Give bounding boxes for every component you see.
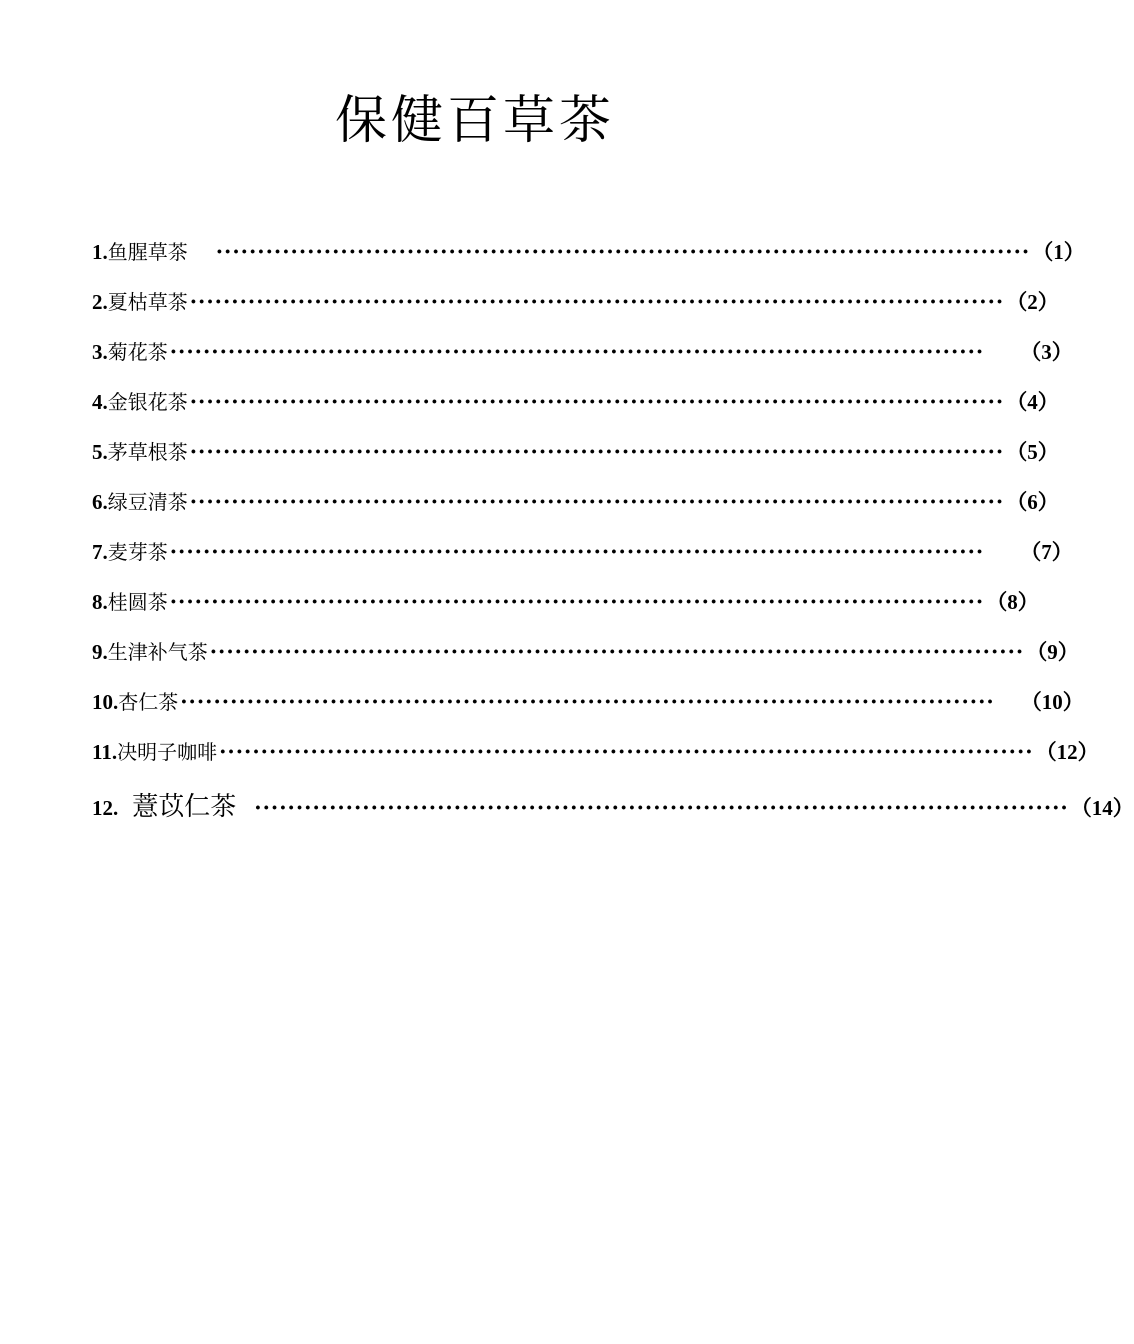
toc-entry-number: 2. [92, 290, 108, 314]
toc-entry-title: 茅草根茶 [107, 440, 188, 464]
toc-entry-1 [92, 236, 1085, 286]
toc-entry-7 [92, 536, 1073, 586]
toc-dot-leader: ·································································································· [169, 539, 985, 564]
toc-dot-leader: ·································································································· [215, 239, 1031, 264]
toc-entry-page: （5） [1006, 440, 1059, 464]
toc-entry-number: 9. [92, 640, 108, 664]
toc-entry-title: 菊花茶 [107, 340, 168, 364]
toc-entry-number: 6. [92, 490, 108, 514]
toc-entry-number: 10. [92, 690, 119, 714]
toc-dot-leader: ·································································································· [209, 639, 1025, 664]
toc-entry-title: 金银花茶 [107, 390, 188, 414]
toc-entry-page: （12） [1035, 740, 1099, 764]
toc-entry-page: （14） [1070, 796, 1134, 820]
toc-entry-page: （2） [1006, 290, 1059, 314]
toc-entry-number: 3. [92, 340, 108, 364]
toc-entry-9 [92, 636, 1079, 686]
toc-entry-title: 决明子咖啡 [117, 740, 218, 764]
toc-entry-6 [92, 486, 1059, 536]
toc-entry-3 [92, 336, 1073, 386]
toc-entry-number: 11. [92, 740, 118, 764]
toc-entry-title: 绿豆清茶 [107, 490, 188, 514]
toc-entry-number: 4. [92, 390, 108, 414]
toc-entry-page: （1） [1032, 240, 1085, 264]
toc-dot-leader: ·································································································· [169, 589, 985, 614]
toc-entry-number: 1. [92, 240, 108, 264]
toc-dot-leader: ·································································································· [169, 339, 985, 364]
toc-dot-leader: ·································································································· [189, 289, 1005, 314]
table-of-contents [92, 236, 1134, 836]
toc-dot-leader: ·································································································· [189, 439, 1005, 464]
toc-entry-4 [92, 386, 1059, 436]
toc-entry-2 [92, 286, 1059, 336]
toc-entry-title: 夏枯草茶 [107, 290, 188, 314]
toc-entry-title: 麦芽茶 [107, 540, 168, 564]
toc-entry-title: 生津补气茶 [107, 640, 208, 664]
toc-entry-number: 7. [92, 540, 108, 564]
page-title: 保健百草茶 [334, 91, 615, 151]
toc-entry-page: （4） [1006, 390, 1059, 414]
toc-entry-8 [92, 586, 1039, 636]
toc-dot-leader: ·································································································· [189, 389, 1005, 414]
toc-entry-page: （9） [1026, 640, 1079, 664]
toc-dot-leader: ·································································································· [254, 795, 1069, 820]
toc-entry-number: 12. [92, 796, 119, 820]
toc-dot-leader: ·································································································· [180, 689, 995, 714]
toc-entry-page: （6） [1006, 490, 1059, 514]
toc-entry-page: （10） [1020, 690, 1084, 714]
toc-entry-5 [92, 436, 1059, 486]
toc-entry-page: （8） [986, 590, 1039, 614]
toc-entry-number: 8. [92, 590, 108, 614]
toc-dot-leader: ·································································································· [189, 489, 1005, 514]
toc-entry-title: 杏仁茶 [118, 690, 179, 714]
toc-entry-title: 鱼腥草茶 [107, 240, 188, 264]
toc-entry-number: 5. [92, 440, 108, 464]
toc-entry-12 [92, 786, 1134, 836]
toc-entry-title: 薏苡仁茶 [132, 792, 237, 822]
toc-entry-title: 桂圆茶 [107, 590, 168, 614]
toc-entry-10 [92, 686, 1084, 736]
toc-dot-leader: ·································································································· [219, 739, 1034, 764]
toc-entry-page: （7） [1020, 540, 1073, 564]
toc-entry-11 [92, 736, 1099, 786]
toc-entry-page: （3） [1020, 340, 1073, 364]
